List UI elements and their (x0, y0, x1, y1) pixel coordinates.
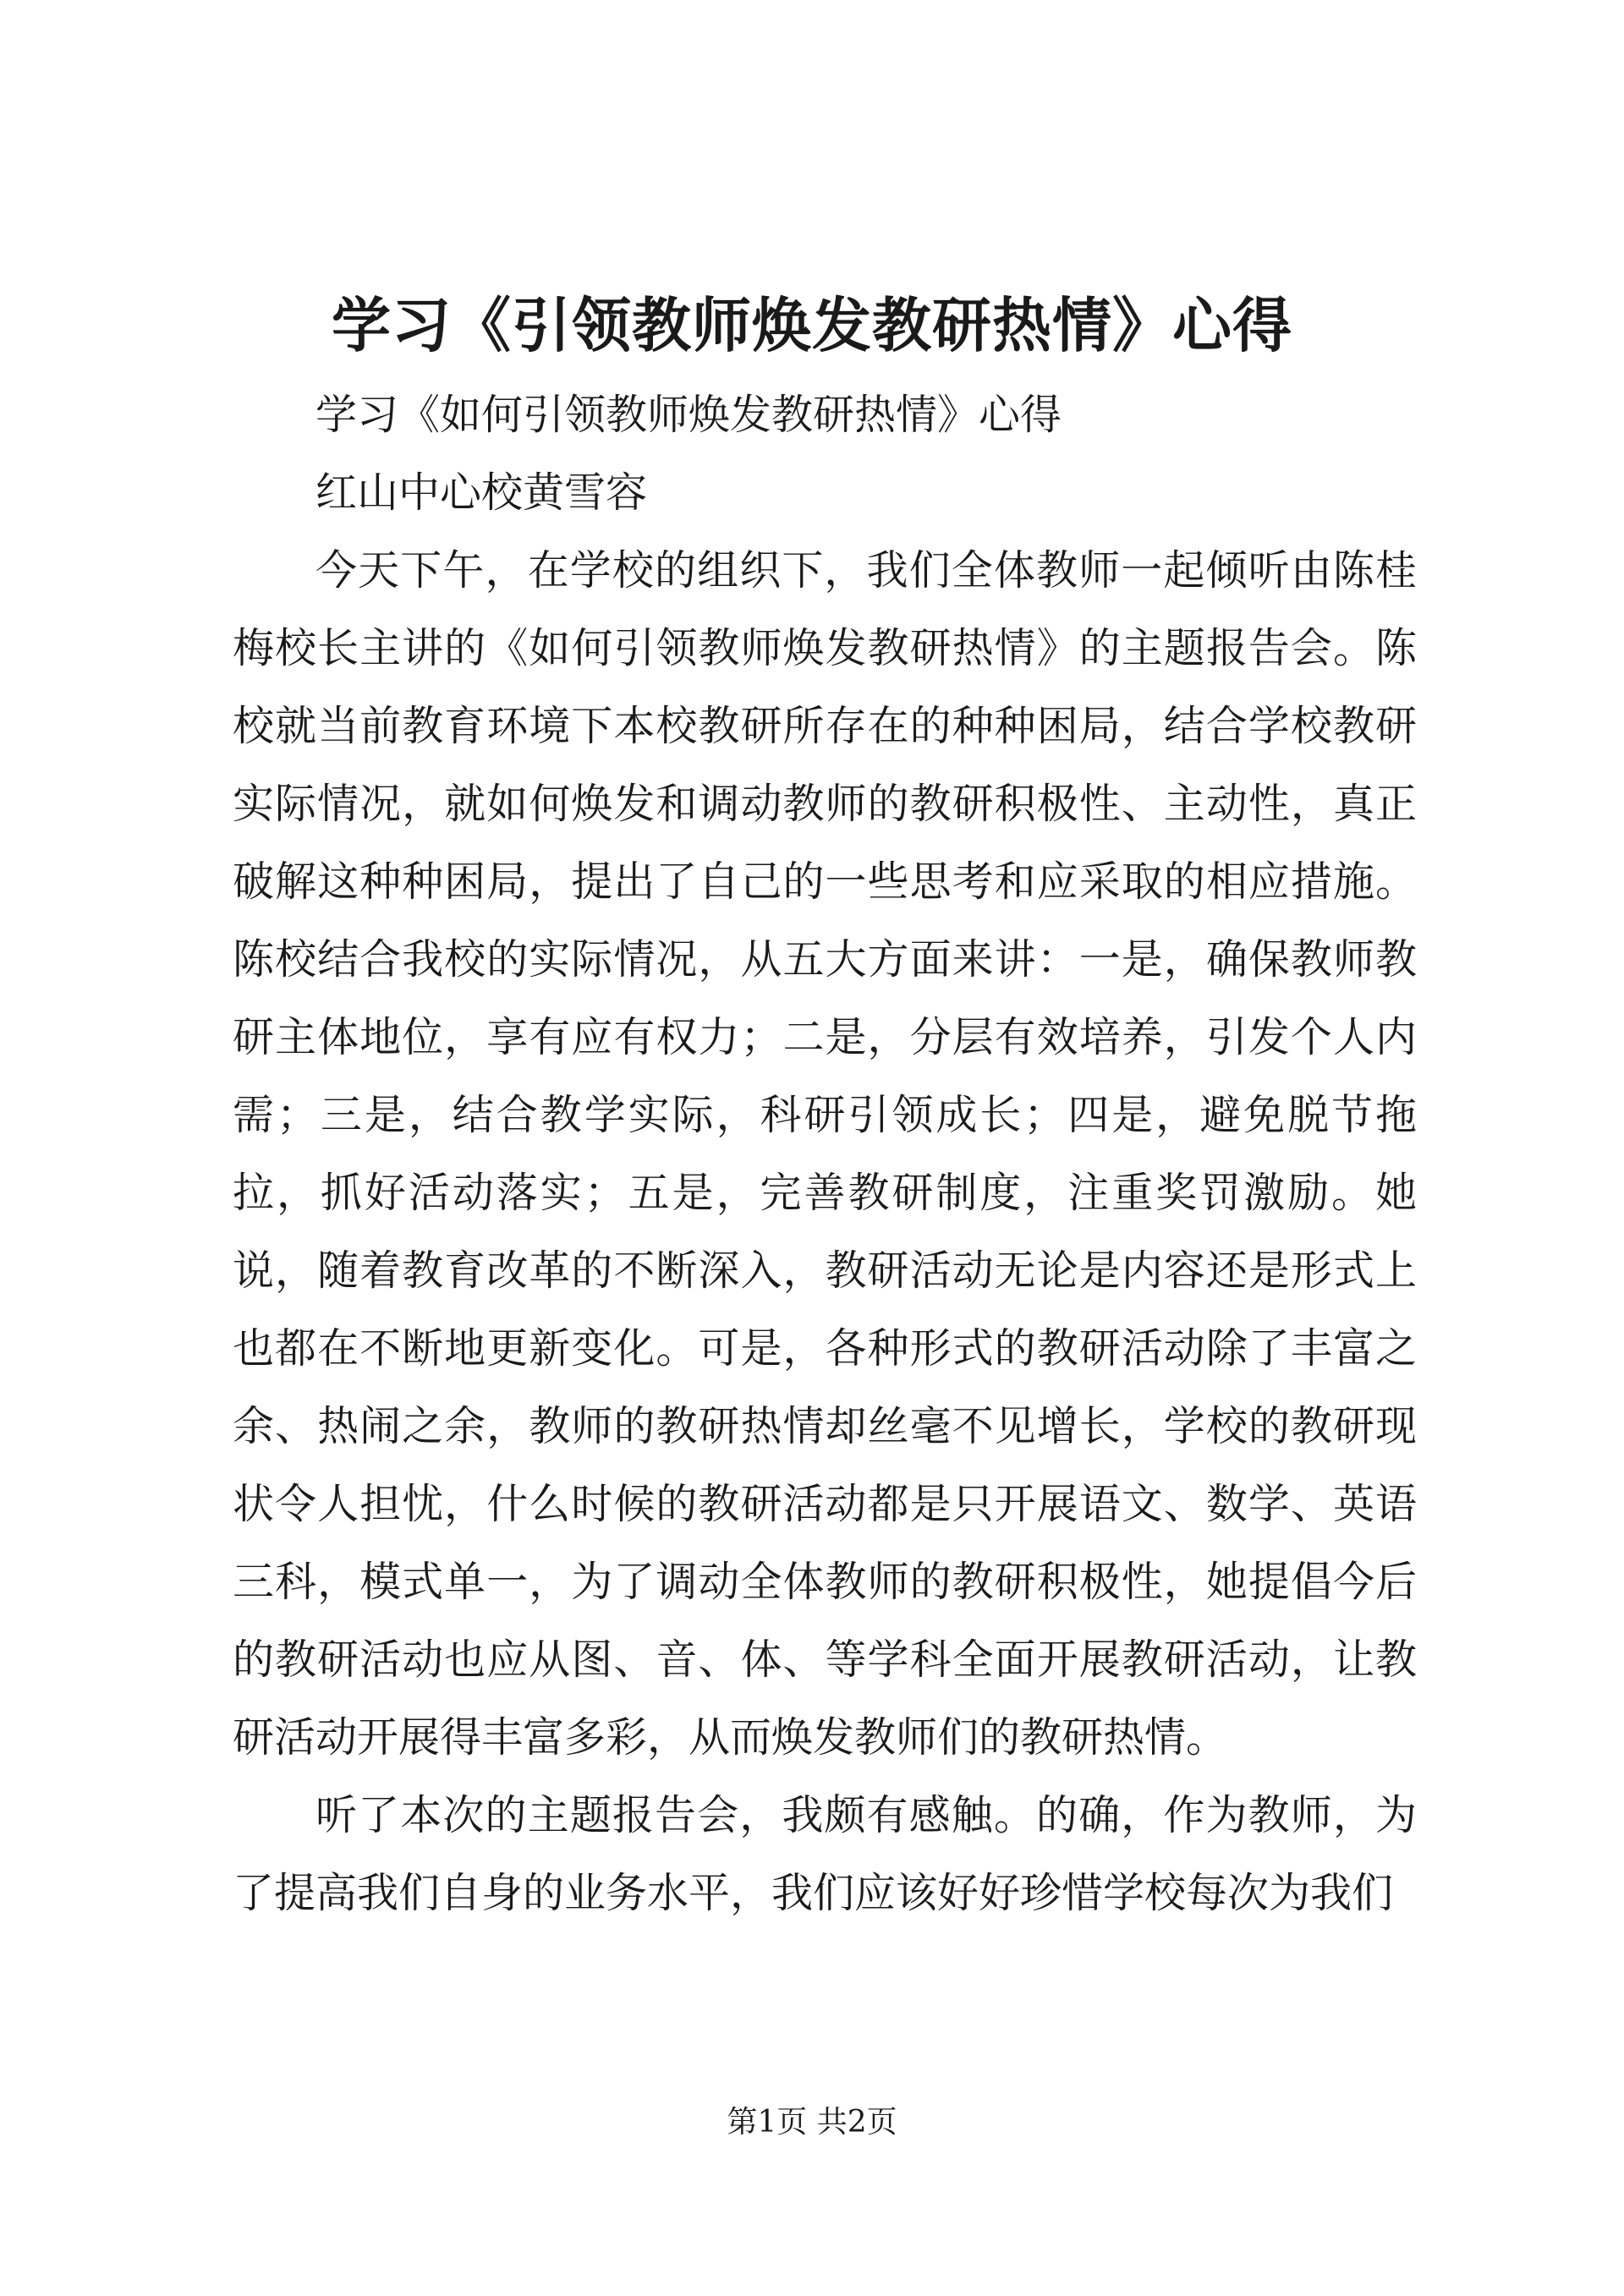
document-title: 学习《引领教师焕发教研热情》心得 (332, 290, 1292, 360)
subtitle-line: 学习《如何引领教师焕发教研热情》心得 (315, 391, 1062, 439)
body-paragraph-1: 今天下午，在学校的组织下，我们全体教师一起倾听由陈桂梅校长主讲的《如何引领教师焕发教研热情》的主题报告会。陈校就当前教育环境下本校教研所存在的种种困局，结合学校教研实际情况，就如何焕发和调动教师的教研积极性、主动性，真正破解这种种困局，提出了自己的一些思考和应采取的相应措施。陈校结合我校的实际情况，从五大方面来讲：一是，确保教师教研主体地位，享有应有权力；二是，分层有效培养，引发个人内需；三是，结合教学实际，科研引领成长；四是，避免脱节拖拉，抓好活动落实；五是，完善教研制度，注重奖罚激励。她说，随着教育改革的不断深入，教研活动无论是内容还是形式上也都在不断地更新变化。可是，各种形式的教研活动除了丰富之余、热闹之余，教师的教研热情却丝毫不见增长，学校的教研现状令人担忧，什么时候的教研活动都是只开展语文、数学、英语三科，模式单一，为了调动全体教师的教研积极性，她提倡今后的教研活动也应从图、音、体、等学科全面开展教研活动，让教研活动开展得丰富多彩，从而焕发教师们的教研热情。 (233, 546, 1417, 1762)
document-body (233, 376, 1417, 1932)
body-paragraph-2: 听了本次的主题报告会，我颇有感触。的确，作为教师，为了提高我们自身的业务水平，我们应该好好珍惜学校每次为我们 (233, 1791, 1417, 1917)
author-line: 红山中心校黄雪容 (315, 469, 648, 517)
page-footer: 第1页 共2页 (727, 2105, 897, 2140)
